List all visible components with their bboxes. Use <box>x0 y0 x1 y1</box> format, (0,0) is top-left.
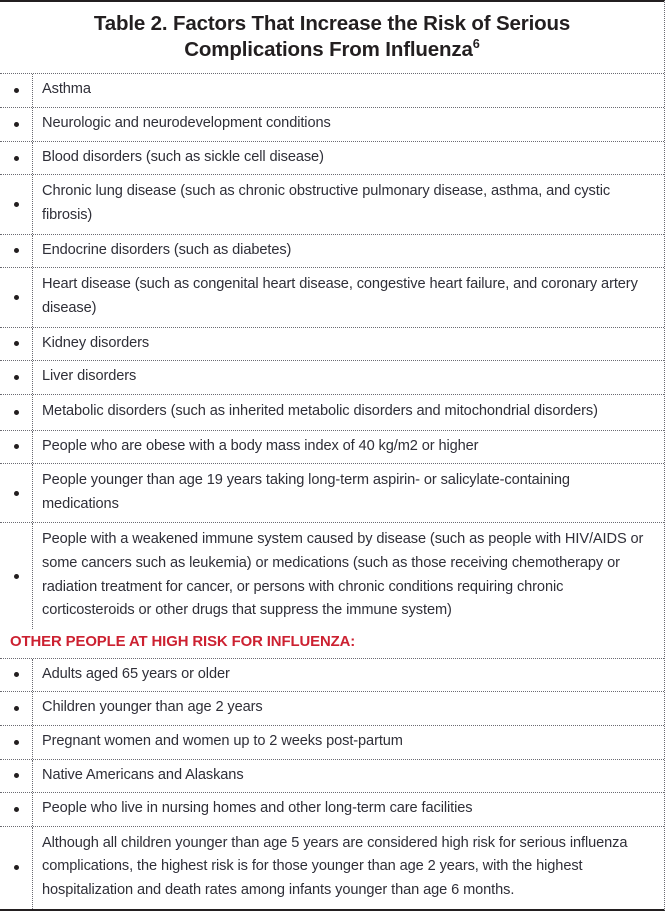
table-row <box>0 692 664 726</box>
risk-factor-text: Adults aged 65 years or older <box>42 665 230 682</box>
table-row <box>0 464 664 523</box>
risk-factor-text: Asthma <box>42 81 91 98</box>
risk-factor-text: Heart disease (such as congenital heart disease, congestive heart failure, and coronary artery disease) <box>42 276 638 316</box>
bullet-icon <box>14 375 19 380</box>
table-row <box>0 431 664 465</box>
bullet-icon <box>14 156 19 161</box>
table-row <box>0 827 664 909</box>
risk-factor-text: People with a weakened immune system caused by disease (such as people with HIV/AIDS or some cancers such as leukemia) or medications (such as those receiving chemotherapy or radiation treatment for cancer, or persons with chronic conditions requiring chronic corticosteroids or other drugs that suppress the immune system) <box>42 531 644 619</box>
risk-factor-text: Children younger than age 2 years <box>42 699 263 716</box>
bullet-icon <box>14 444 19 449</box>
bullet-cell <box>0 142 33 175</box>
bullet-icon <box>14 341 19 346</box>
table-row <box>0 142 664 176</box>
bullet-icon <box>14 740 19 745</box>
table-title-text: Table 2. Factors That Increase the Risk of Serious Complications From Influenza <box>93 12 571 62</box>
bullet-cell <box>0 726 33 759</box>
bullet-icon <box>14 202 19 207</box>
bullet-cell <box>0 108 33 141</box>
bullet-cell <box>0 793 33 826</box>
risk-factor-text: Although all children younger than age 5 years are considered high risk for serious influenza complications, the highest risk is for those younger than age 2 years, with the highest hospitalization and death rates among infants younger than age 6 months. <box>42 834 628 899</box>
bullet-cell <box>0 827 33 909</box>
bullet-icon <box>14 672 19 677</box>
bullet-icon <box>14 88 19 93</box>
bullet-cell <box>0 74 33 107</box>
table-row <box>0 659 664 693</box>
section-header-row <box>0 629 664 659</box>
bullet-cell <box>0 431 33 464</box>
bullet-icon <box>14 865 19 870</box>
table-row <box>0 328 664 362</box>
bullet-icon <box>14 807 19 812</box>
bullet-cell <box>0 268 33 326</box>
bullet-icon <box>14 574 19 579</box>
bullet-cell <box>0 692 33 725</box>
bullet-cell <box>0 395 33 430</box>
table-row <box>0 395 664 431</box>
risk-factor-text: Chronic lung disease (such as chronic obstructive pulmonary disease, asthma, and cystic fibrosis) <box>42 183 611 224</box>
table-row <box>0 175 664 234</box>
bullet-icon <box>14 706 19 711</box>
bullet-icon <box>14 773 19 778</box>
table-row <box>0 235 664 269</box>
risk-factor-text: Blood disorders (such as sickle cell disease) <box>42 148 324 165</box>
bullet-cell <box>0 523 33 629</box>
table-row <box>0 108 664 142</box>
table-row <box>0 523 664 629</box>
risk-factor-text: Native Americans and Alaskans <box>42 766 244 783</box>
risk-factor-text: Endocrine disorders (such as diabetes) <box>42 241 292 258</box>
bullet-cell <box>0 235 33 268</box>
table-row <box>0 74 664 108</box>
table-row <box>0 726 664 760</box>
bullet-icon <box>14 248 19 253</box>
page-title <box>40 11 624 63</box>
risk-factor-text: People who live in nursing homes and other long-term care facilities <box>42 800 473 817</box>
risk-factor-text: Pregnant women and women up to 2 weeks post-partum <box>42 732 403 749</box>
risk-factor-text: Kidney disorders <box>42 334 150 351</box>
table-title-cell <box>0 2 664 74</box>
table-row <box>0 760 664 794</box>
secondary-risk-list <box>0 659 664 909</box>
bullet-cell <box>0 328 33 361</box>
bullet-icon <box>14 295 19 300</box>
section-header-label: OTHER PEOPLE AT HIGH RISK FOR INFLUENZA: <box>10 634 356 650</box>
table-row <box>0 361 664 395</box>
risk-factor-text: People younger than age 19 years taking long-term aspirin- or salicylate-containing medications <box>42 472 570 512</box>
risk-factor-text: Neurologic and neurodevelopment conditions <box>42 115 331 132</box>
bullet-icon <box>14 491 19 496</box>
bullet-cell <box>0 659 33 692</box>
table-row <box>0 793 664 827</box>
risk-factor-text: People who are obese with a body mass index of 40 kg/m2 or higher <box>42 437 479 454</box>
bullet-cell <box>0 464 33 522</box>
table-row <box>0 268 664 327</box>
bullet-cell <box>0 361 33 394</box>
bullet-icon <box>14 122 19 127</box>
bullet-cell <box>0 760 33 793</box>
risk-factor-text: Metabolic disorders (such as inherited metabolic disorders and mitochondrial disorders) <box>42 402 598 419</box>
title-footnote-marker: 6 <box>472 36 480 52</box>
bullet-icon <box>14 410 19 415</box>
primary-risk-list <box>0 74 664 629</box>
bullet-cell <box>0 175 33 233</box>
risk-factor-text: Liver disorders <box>42 368 137 385</box>
